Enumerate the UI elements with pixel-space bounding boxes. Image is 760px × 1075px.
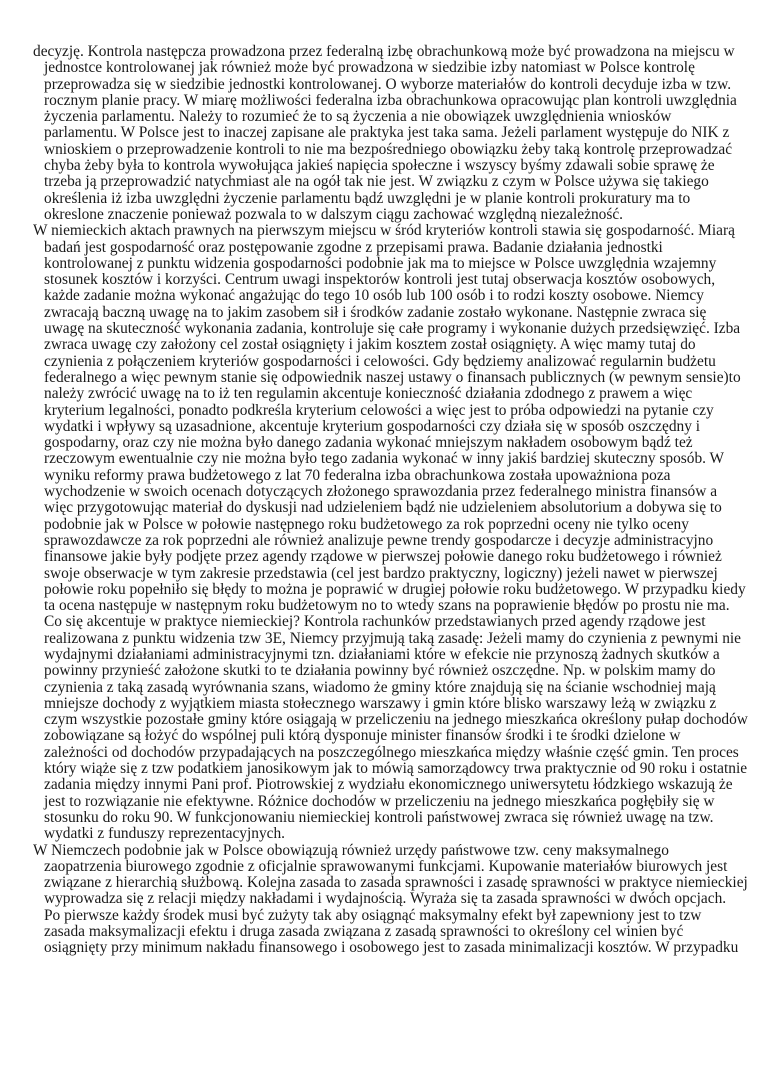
text-line: zwracają baczną uwagę na to jakim zasobem sił i środków zadanie zostało wykonane. Następnie zwraca się xyxy=(44,303,707,321)
paragraph xyxy=(33,222,748,843)
text-line: powinny przynieść założone skutki to te działania powinny być również oszczędne. Np. w polskim mamy do xyxy=(44,662,716,680)
text-line: połowie roku popełniło się błędy to można je poprawić w drugiej połowie roku budżetowego. W przypadku kiedy xyxy=(44,580,746,598)
text-line: swoje obserwacje w tym zakresie przedstawia (cel jest bardzo praktyczny, logiczny) jeżeli nawet w pierwszej xyxy=(44,564,718,582)
text-line: zwraca uwagę czy założony cel został osiągnięty i jakim kosztem został osiągnięty. A więc mamy tutaj do xyxy=(44,336,696,354)
text-line: związane z hierarchią służbową. Kolejna zasada to zasada sprawności i zasadę sprawności w praktyce niemieckiej xyxy=(44,874,748,892)
text-line: federalnego a więc pewnym stanie się odpowiednik naszej ustawy o finansach publicznych (w pewnym sensie)to xyxy=(44,368,741,386)
text-line: wnioskiem o przeprowadzenie kontroli to nie ma bezpośredniego obowiązku żeby taką kontrolę przeprowadzać xyxy=(44,140,733,158)
text-line: czynienia z taką zasadą wyrównania szans, wiadomo że gminy które znajdują się na ścianie wschodniej mają xyxy=(44,678,716,696)
text-line: finansowe jakie były podjęte przez agendy rządowe w pierwszej połowie danego roku budżetowego i również xyxy=(44,548,722,566)
text-line: parlamentu. W Polsce jest to inaczej zapisane ale praktyka jest taka sama. Jeżeli parlament występuje do NIK z xyxy=(44,124,730,142)
text-line: wydajnymi działaniami administracyjnymi tzn. działaniami które w efekcie nie przynoszą żadnych skutków a xyxy=(44,645,720,663)
text-line: każde zadanie można wykonać angażując do tego 10 osób lub 100 osób i to rodzi koszty osobowe. Niemcy xyxy=(44,287,704,305)
text-line: uwagę na skuteczność wykonania zadania, kontroluje się całe programy i wykonanie dużych przedsięwzięć. Izba xyxy=(44,320,741,338)
text-line: wydatki z funduszy reprezentacyjnych. xyxy=(44,825,286,843)
text-line: zależności od dochodów przypadających na poszczególnego mieszkańca między właśnie część gmin. Ten proces xyxy=(44,743,739,761)
text-line: jednostce kontrolowanej jak również może być prowadzona w siedzibie izby natomiast w Polsce kontrolę xyxy=(44,59,695,77)
text-line: chyba żeby była to kontrola wywołująca jakieś napięcia społeczne i wszyscy byśmy zdawali sobie sprawę że xyxy=(44,157,715,175)
text-line: który wiąże się z tzw podatkiem janosikowym jak to mówią samorządowcy trwa praktycznie od 90 roku i ostatnie xyxy=(44,760,748,778)
text-line: życzenia parlamentu. Należy to rozumieć że to są życzenia a nie obowiązek uwzględnienia wniosków xyxy=(44,108,672,126)
text-line: trzeba ją przeprowadzić natychmiast ale na ogół tak nie jest. W związku z czym w Polsce używa się takiego xyxy=(44,173,709,191)
text-line: zadania między innymi Pani prof. Piotrowskiej z wydziału ekonomicznego uniwersytetu łódzkiego wskazują że xyxy=(44,776,733,794)
text-line: ta ocena następuje w następnym roku budżetowym no to wtedy szans na poprawienie błędów po prostu nie ma. xyxy=(44,597,730,615)
document-page xyxy=(33,43,748,957)
text-line: zobowiązane są łożyć do wspólnej puli którą dysponuje minister finansów środki i te środki dzielone w xyxy=(44,727,681,745)
text-line: stosunek kosztów i korzyści. Centrum uwagi inspektorów kontroli jest tutaj obserwacja kosztów osobowych, xyxy=(44,271,716,289)
paragraph xyxy=(33,841,748,957)
text-line: osiągnięty przy minimum nakładu finansowego i osobowego jest to zasada minimalizacji kosztów. W przypadku xyxy=(44,939,739,957)
text-line: przeprowadza się w siedzibie jednostki kontrolowanej. O wyborze materiałów do kontroli decyduje izba w tzw. xyxy=(44,75,732,93)
text-line: W niemieckich aktach prawnych na pierwszym miejscu w śród kryteriów kontroli stawia się gospodarność. Miarą xyxy=(33,222,735,240)
text-line: wychodzenie w swoich ocenach dotyczących złożonego sprawozdania przez federalnego ministra finansów a xyxy=(44,483,718,501)
text-line: wyprowadza się z relacji między nakładami i wydajnością. Wyraża się ta zasada sprawności w dwóch opcjach. xyxy=(44,890,727,908)
text-line: Po pierwsze każdy środek musi być zużyty tak aby osiągnąć maksymalny efekt był zapewniony jest to tzw xyxy=(44,906,702,924)
text-line: realizowana z punktu widzenia tzw 3E, Niemcy przyjmują taką zasadę: Jeżeli mamy do czynienia z pewnymi nie xyxy=(44,629,742,647)
text-line: badań jest gospodarność oraz postępowanie zgodne z przepisami prawa. Badanie działania jednostki xyxy=(44,238,663,256)
text-line: stosunku do roku 90. W funkcjonowaniu niemieckiej kontroli państwowej zwraca się również uwagę na tzw. xyxy=(44,808,714,826)
text-line: W Niemczech podobnie jak w Polsce obowiązują również urzędy państwowe tzw. ceny maksymalnego xyxy=(33,841,669,859)
text-line: określenia iż izba uwzględni życzenie parlamentu bądź uwzględni je w planie kontroli prokuratury ma to xyxy=(44,189,691,207)
paragraph xyxy=(33,43,737,223)
text-line: gospodarny, oraz czy nie można było danego zadania wykonać mniejszym nakładem osobowym bądź też xyxy=(44,434,693,452)
text-line: wydatki i wpływy są uzasadnione, akcentuje kryterium gospodarności czy działa się w sposób oszczędny i xyxy=(44,417,701,435)
text-line: rzeczowym ewentualnie czy nie można było tego zadania wykonać w inny jakiś bardziej skuteczny sposób. W xyxy=(44,450,725,468)
text-line: wyniku reformy prawa budżetowego z lat 70 federalna izba obrachunkowa została upoważniona poza xyxy=(44,466,671,484)
text-line: zaopatrzenia biurowego zgodnie z oficjalnie sprawowanymi funkcjami. Kupowanie materiałów biurowych jest xyxy=(44,857,728,875)
text-line: kontrolowanej z punktu widzenia gospodarności podobnie jak ma to miejsce w Polsce uwzględnia wzajemny xyxy=(44,254,717,272)
text-line: kryterium legalności, ponadto podkreśla kryterium celowości a więc jest to próba odpowiedzi na pytanie czy xyxy=(44,401,714,419)
text-line: mniejsze dochody z wyjątkiem miasta stołecznego warszawy i gmin które blisko warszawy leżą w związku z xyxy=(44,694,717,712)
text-line: jest to rozwiązanie nie efektywne. Różnice dochodów w przeliczeniu na jednego mieszkańca pogłębiły się w xyxy=(44,792,715,810)
text-line: sprawozdawcze za rok poprzedni ale również analizuje pewne trendy gospodarcze i decyzje administracyjno xyxy=(44,531,714,549)
text-line: należy zwrócić uwagę na to iż ten regulamin akcentuje konieczność działania zdodnego z prawem a więc xyxy=(44,385,693,403)
text-line: podobnie jak w Polsce w połowie następnego roku budżetowego za rok poprzedni oceny nie tylko oceny xyxy=(44,515,689,533)
text-line: czynienia z połączeniem kryteriów gospodarności i celowości. Gdy będziemy analizować regularnin budżetu xyxy=(44,352,716,370)
text-line: okreslone znaczenie ponieważ pozwala to w dalszym ciągu zachować względną niezależność. xyxy=(44,205,624,223)
text-line: rocznym planie pracy. W miarę możliwości federalna izba obrachunkowa opracowując plan kontroli uwzględnia xyxy=(44,91,737,109)
text-line: więc przygotowując materiał do dyskusji nad udzieleniem bądź nie udzieleniem absolutorium a dobywa się to xyxy=(44,499,722,517)
text-line: czym wszystkie pozostałe gminy które osiągają w przeliczeniu na jednego mieszkańca określony pułap dochodów xyxy=(44,711,748,729)
text-line: zasada maksymalizacji efektu i druga zasada związana z zasadą sprawności to określony cel winien być xyxy=(44,923,684,941)
text-line: Co się akcentuje w praktyce niemieckiej? Kontrola rachunków przedstawianych przed agendy rządowe jest xyxy=(44,613,706,631)
text-line: decyzję. Kontrola następcza prowadzona przez federalną izbę obrachunkową może być prowadzona na miejscu w xyxy=(33,43,735,60)
